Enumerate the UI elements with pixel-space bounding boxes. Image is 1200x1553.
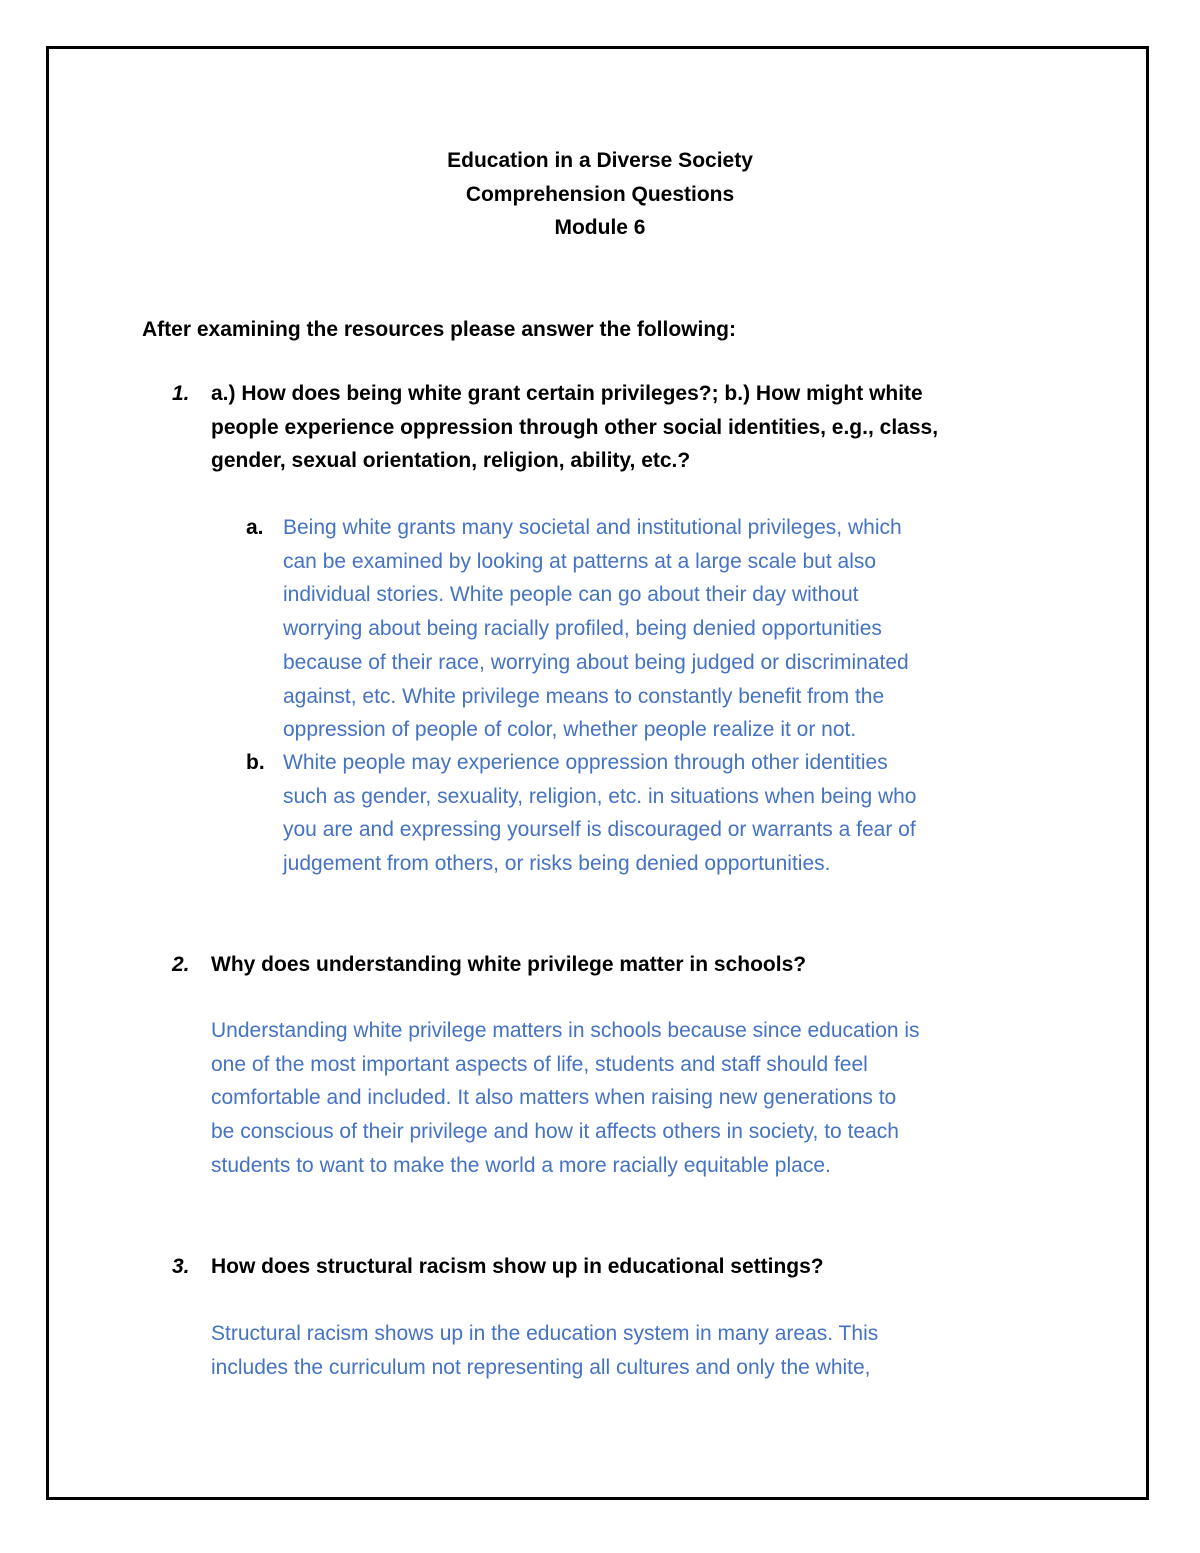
answer-line: students to want to make the world a more racially equitable place.	[211, 1153, 831, 1177]
instructions: After examining the resources please answer the following:	[142, 318, 736, 341]
module-label: Module 6	[554, 216, 646, 239]
answer-line: White people may experience oppression through other identities	[283, 751, 888, 774]
answer-line: such as gender, sexuality, religion, etc. in situations when being who	[283, 784, 917, 808]
answer-line: includes the curriculum not representing all cultures and only the white,	[211, 1355, 871, 1379]
answer-line: you are and expressing yourself is discouraged or warrants a fear of	[283, 818, 916, 842]
answer-line: worrying about being racially profiled, being denied opportunities	[283, 617, 882, 641]
answer-line: be conscious of their privilege and how it affects others in society, to teach	[211, 1120, 899, 1144]
question-1-number: 1.	[172, 382, 190, 405]
answer-1a-label: a.	[246, 516, 264, 539]
answer-line: individual stories. White people can go about their day without	[283, 583, 859, 607]
question-1-text	[211, 377, 938, 478]
answer-line: Understanding white privilege matters in schools because since education is	[211, 1019, 920, 1042]
question-3-text: How does structural racism show up in educational settings?	[211, 1255, 824, 1278]
question-1-line: people experience oppression through other social identities, e.g., class,	[211, 415, 939, 439]
answer-line: Structural racism shows up in the education system in many areas. This	[211, 1322, 879, 1345]
question-1-line: a.) How does being white grant certain privileges?; b.) How might white	[211, 382, 923, 405]
answer-line: judgement from others, or risks being denied opportunities.	[283, 852, 831, 876]
answer-3	[211, 1317, 878, 1384]
answer-line: can be examined by looking at patterns at a large scale but also	[283, 549, 877, 573]
question-2-number: 2.	[172, 953, 190, 976]
answer-2	[211, 1014, 920, 1183]
question-1-line: gender, sexual orientation, religion, ability, etc.?	[211, 449, 691, 472]
document-title: Education in a Diverse Society	[447, 149, 753, 172]
document-subtitle: Comprehension Questions	[465, 182, 735, 206]
answer-1b	[283, 746, 917, 881]
answer-line: one of the most important aspects of life, students and staff should feel	[211, 1052, 868, 1076]
answer-line: against, etc. White privilege means to constantly benefit from the	[283, 684, 885, 708]
document-header	[0, 144, 1200, 245]
answer-line: Being white grants many societal and institutional privileges, which	[283, 516, 902, 539]
answer-line: comfortable and included. It also matters when raising new generations to	[211, 1086, 897, 1110]
answer-line: oppression of people of color, whether people realize it or not.	[283, 718, 857, 742]
answer-1a	[283, 511, 909, 747]
question-2-text: Why does understanding white privilege matter in schools?	[211, 953, 807, 976]
answer-1b-label: b.	[246, 751, 265, 774]
question-3-number: 3.	[172, 1255, 190, 1278]
answer-line: because of their race, worrying about being judged or discriminated	[283, 650, 909, 674]
